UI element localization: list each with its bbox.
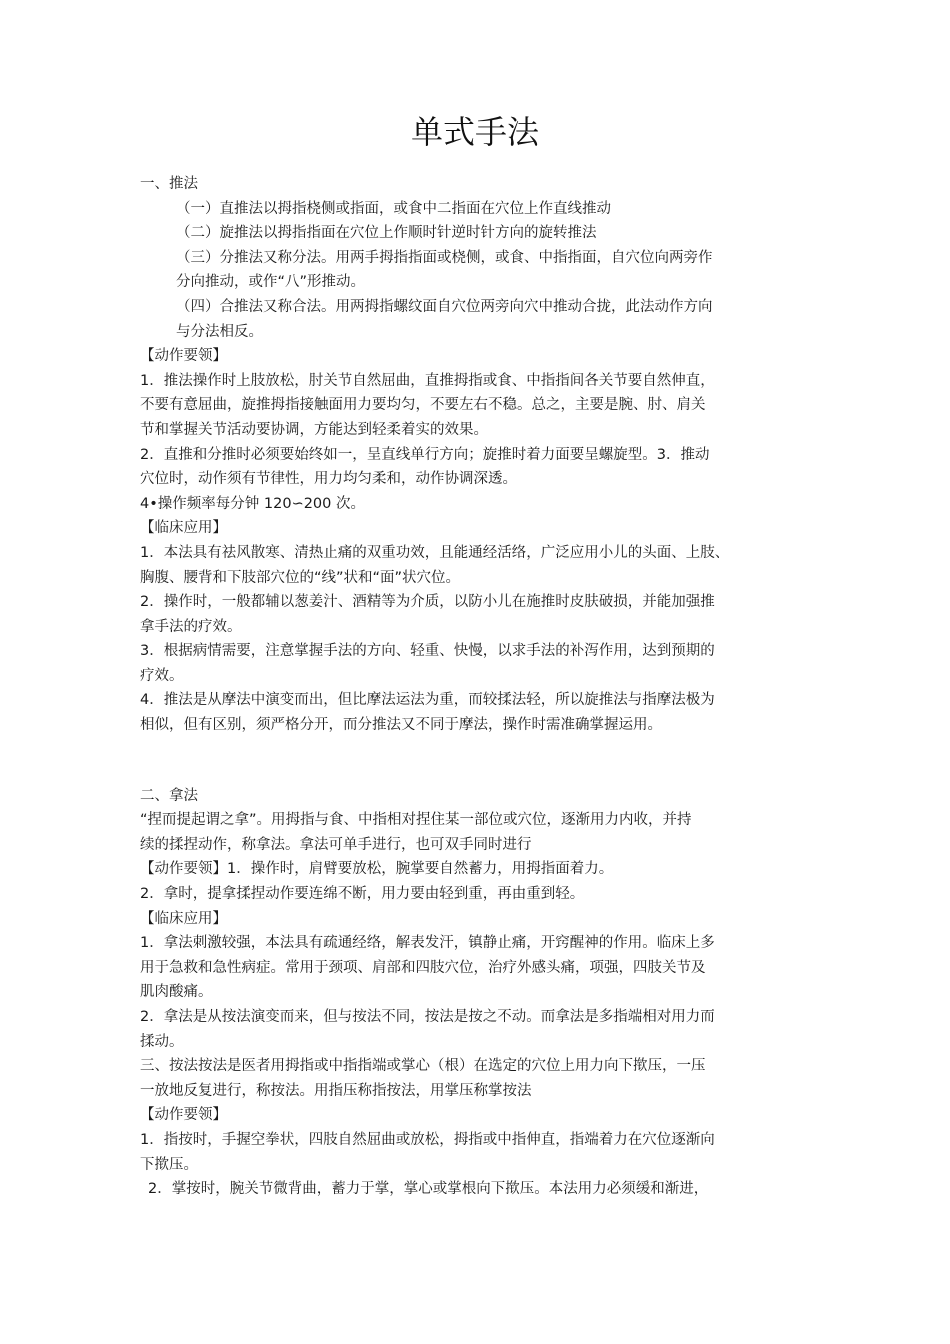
subheading-clinical-application: 【临床应用】: [140, 910, 227, 927]
grasp-line: 续的揉捏动作，称拿法。拿法可单手进行，也可双手同时进行: [140, 836, 532, 853]
document-title: 单式手法: [410, 113, 539, 151]
clinical-line: 1．本法具有祛风散寒、清热止痛的双重功效，且能通经活络，广泛应用小儿的头面、上肢、: [140, 544, 730, 561]
key-point-line: 4•操作频率每分钟 120∽200 次。: [140, 495, 365, 512]
clinical-line: 揉动。: [140, 1033, 184, 1050]
key-point-line: 2．直推和分推时必须要始终如一，呈直线单行方向；旋推时着力面要呈螺旋型。3．推动: [140, 446, 710, 463]
push-method-item: （四）合推法又称合法。用两拇指螺纹面自穴位两旁向穴中推动合拢，此法动作方向: [176, 298, 713, 315]
key-point-line: 1．指按时，手握空拳状，四肢自然屈曲或放松，拇指或中指伸直，指端着力在穴位逐渐向: [140, 1131, 715, 1148]
clinical-line: 2．拿法是从按法演变而来，但与按法不同，按法是按之不动。而拿法是多指端相对用力而: [140, 1009, 715, 1025]
clinical-line: 胸腹、腰背和下肢部穴位的“线”状和“面”状穴位。: [140, 569, 461, 586]
subheading-key-points: 【动作要领】: [140, 348, 227, 365]
subheading-clinical-application: 【临床应用】: [140, 520, 227, 537]
clinical-line: 疗效。: [140, 667, 184, 684]
key-point-line: 下揿压。: [140, 1156, 198, 1173]
grasp-line: “捏而提起谓之拿”。用拇指与食、中指相对捏住某一部位或穴位，逐渐用力内收，并持: [140, 812, 692, 829]
push-method-item: （二）旋推法以拇指指面在穴位上作顺时针逆时针方向的旋转推法: [176, 225, 597, 242]
section-spacer: [140, 738, 820, 784]
clinical-line: 3．根据病情需要，注意掌握手法的方向、轻重、快慢，以求手法的补泻作用，达到预期的: [140, 643, 715, 660]
key-point-line: 穴位时，动作须有节律性，用力均匀柔和，动作协调深透。: [140, 471, 517, 488]
push-method-item: 与分法相反。: [176, 323, 263, 340]
key-point-line: 不要有意屈曲，旋推拇指接触面用力要均匀，不要左右不稳。总之，主要是腕、肘、肩关: [140, 397, 706, 414]
clinical-line: 4．推法是从摩法中演变而出，但比摩法运法为重，而较揉法轻，所以旋推法与指摩法极为: [140, 692, 715, 709]
push-method-item: （一）直推法以拇指桡侧或指面，或食中二指面在穴位上作直线推动: [176, 200, 611, 217]
key-point-line: 节和掌握关节活动要协调，方能达到轻柔着实的效果。: [140, 421, 488, 438]
press-line: 一放地反复进行，称按法。用指压称指按法，用掌压称掌按法: [140, 1082, 532, 1099]
push-method-item: 分向推动，或作“八”形推动。: [176, 274, 366, 291]
key-point-line: 2．掌按时，腕关节微背曲，蓄力于掌，掌心或掌根向下揿压。本法用力必须缓和渐进，: [148, 1181, 709, 1198]
grasp-line: 【动作要领】1．操作时，肩臂要放松，腕掌要自然蓄力，用拇指面着力。: [140, 861, 614, 878]
key-point-line: 1．推法操作时上肢放松，肘关节自然屈曲，直推拇指或食、中指指间各关节要自然伸直，: [140, 372, 715, 389]
clinical-line: 拿手法的疗效。: [140, 618, 242, 635]
clinical-line: 2．操作时，一般都辅以葱姜汁、酒精等为介质，以防小儿在施推时皮肤破损，并能加强推: [140, 594, 715, 611]
section-heading-press: 三、按法按法是医者用拇指或中指指端或掌心（根）在选定的穴位上用力向下揿压，一压: [140, 1058, 706, 1075]
section-heading-push: 一、推法: [140, 176, 198, 192]
grasp-line: 2．拿时，提拿揉捏动作要连绵不断，用力要由轻到重，再由重到轻。: [140, 886, 585, 903]
document-body: [140, 172, 820, 1202]
section-heading-grasp: 二、拿法: [140, 787, 198, 804]
clinical-line: 肌肉酸痛。: [140, 984, 213, 1001]
clinical-line: 1．拿法刺激较强，本法具有疏通经络，解表发汗，镇静止痛，开窍醒神的作用。临床上多: [140, 935, 715, 952]
push-method-item: （三）分推法又称分法。用两手拇指指面或桡侧，或食、中指指面，自穴位向两旁作: [176, 249, 713, 266]
clinical-line: 相似，但有区别，须严格分开，而分推法又不同于摩法，操作时需准确掌握运用。: [140, 717, 662, 734]
clinical-line: 用于急救和急性病症。常用于颈项、肩部和四肢穴位，治疗外感头痛，项强，四肢关节及: [140, 959, 706, 976]
subheading-key-points: 【动作要领】: [140, 1107, 227, 1124]
